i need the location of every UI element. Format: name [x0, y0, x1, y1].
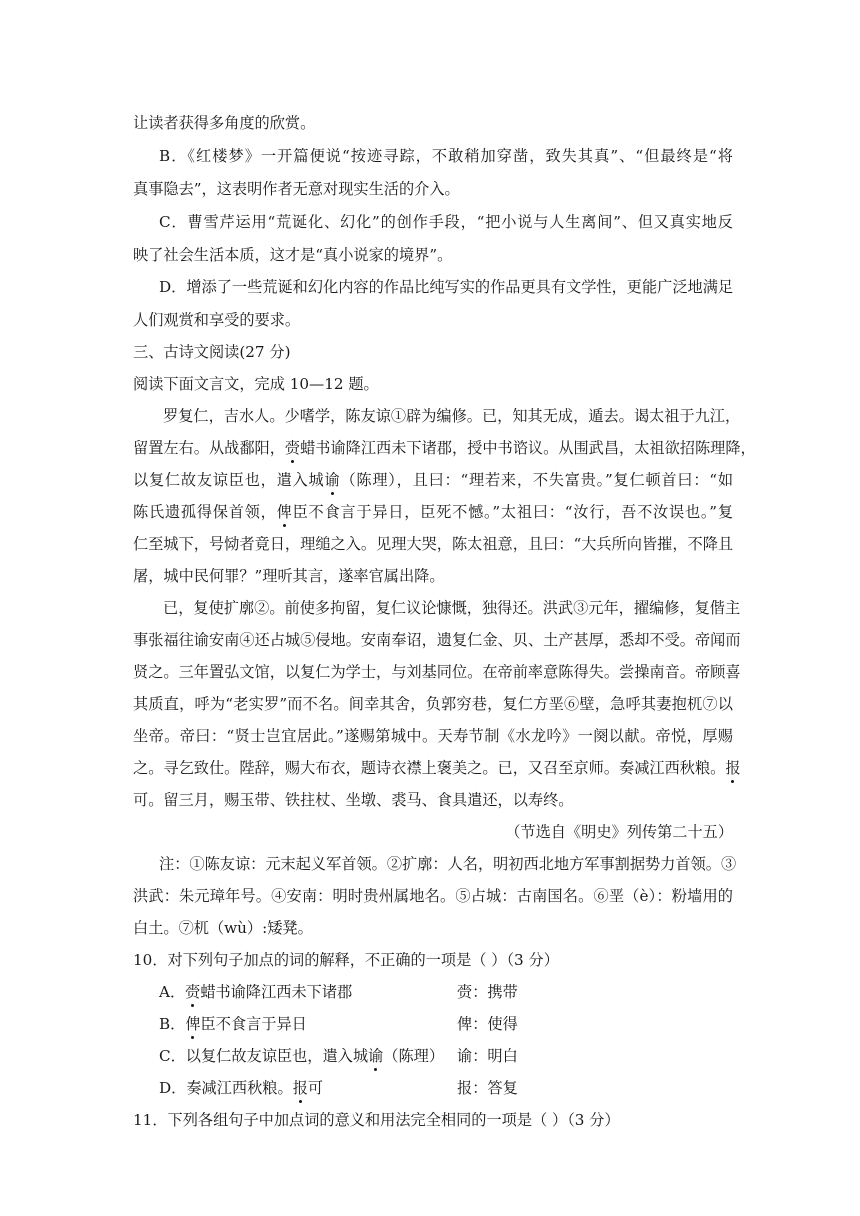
line-text: 洪武：朱元璋年号。④安南：明时贵州属地名。⑤占城：古南国名。⑥垩（è）：粉墙用的: [133, 887, 733, 905]
dotted-word: 报: [725, 759, 741, 777]
option-text: C．以复仁故友谅臣也，遣入城: [159, 1047, 369, 1065]
option-answer: 谕：明白: [457, 1047, 518, 1065]
passage-line: [133, 758, 741, 778]
option-c-line-1: [159, 212, 733, 232]
option-text: 蜡书谕降江西未下诸郡: [200, 983, 353, 1001]
notes-line: [133, 918, 733, 938]
option-b-line-2: [133, 179, 733, 199]
option-text: D．奏减江西秋粮。: [159, 1079, 293, 1097]
option-answer: 俾：使得: [457, 1015, 518, 1033]
line-text: 白土。⑦杌（wù）:矮凳。: [133, 919, 313, 937]
q10-option-c[interactable]: [159, 1046, 733, 1066]
line-text: 注：①陈友谅：元末起义军首领。②扩廓：人名，明初西北地方军事割据势力首领。③: [159, 855, 737, 873]
line-text: （节选自《明史》列传第二十五）: [505, 823, 733, 841]
option-label: A．: [159, 983, 186, 1001]
dotted-word: 俾: [276, 503, 292, 521]
passage-line: [163, 406, 741, 426]
line-text: 10．对下列句子加点的词的解释，不正确的一项是（ ）（3 分）: [133, 951, 559, 969]
line-text: 贤之。三年置弘文馆，以复仁为学士，与刘基同位。在帝前率意陈得失。尝操南音。帝顾喜: [133, 663, 741, 681]
passage-line: [133, 438, 756, 458]
line-text: 阅读下面文言文，完成 10—12 题。: [133, 375, 379, 393]
passage-line: [133, 630, 741, 650]
line-text: 其质直，呼为“老实罗”而不名。间幸其舍，负郭穷巷，复仁方垩⑥壁，急呼其妻抱杌⑦以: [133, 695, 733, 713]
line-text: 11．下列各组句子中加点词的意义和用法完全相同的一项是（ ）（3 分）: [133, 1111, 620, 1129]
line-text: C．曹雪芹运用“荒诞化、幻化”的创作手段，“把小说与人生离间”、但又真实地反: [159, 213, 733, 231]
line-text: 映了社会生活本质，这才是“真小说家的境界”。: [133, 246, 453, 264]
line-text: 已，复使扩廓②。前使多拘留，复仁议论慷慨，独得还。洪武③元年，擢编修，复偕主: [163, 599, 741, 617]
line-text: 以复仁故友谅臣也，遣入城: [133, 471, 325, 489]
option-text: （陈理）: [383, 1047, 444, 1065]
passage-line: [133, 726, 733, 746]
section-heading: [133, 342, 733, 362]
line-text: 罗复仁，吉水人。少嗜学，陈友谅①辟为编修。已，知其无成，遁去。谒太祖于九江，: [163, 407, 741, 425]
option-c-line-2: [133, 245, 733, 265]
passage-line: [133, 502, 733, 522]
question-10: [133, 950, 733, 970]
q10-option-d[interactable]: [159, 1078, 733, 1098]
passage-line: [163, 598, 741, 618]
option-label: B．: [159, 1015, 186, 1033]
dotted-word: 报: [292, 1079, 308, 1097]
option-d-line-1: [159, 277, 733, 297]
option-text: 臣不食言于异日: [200, 1015, 307, 1033]
line-text: 留置左右。从战鄱阳，: [133, 439, 285, 457]
line-text: 三、古诗文阅读(27 分): [133, 343, 291, 361]
passage-line: [133, 534, 733, 554]
line-text: B．《红楼梦》一开篇便说“按迹寻踪，不敢稍加穿凿，致失其真”、“但最终是“将: [159, 147, 733, 165]
instruction: [133, 374, 733, 394]
option-answer: 报：答复: [457, 1079, 518, 1097]
notes-line: [133, 886, 733, 906]
line-text: 蜡书谕降江西未下诸郡，授中书谘议。从围武昌，太祖欲招陈理降，: [300, 439, 756, 457]
line-text: 臣不食言于异日，臣死不憾。”太祖曰：“汝行，吾不汝误也。”复: [291, 503, 734, 521]
notes-line: [159, 854, 737, 874]
source-citation: [133, 822, 733, 842]
dotted-word: 谕: [368, 1047, 384, 1065]
passage-line: [133, 790, 733, 810]
line-text: 可。留三月，赐玉带、铁拄杖、坐墩、裘马、食具遣还，以寿终。: [133, 791, 574, 809]
line-text: 陈氏遗孤得保首领，: [133, 503, 277, 521]
line-text: 事张福往谕安南④还占城⑤侵地。安南奉诏，遗复仁金、贝、土产甚厚，悉却不受。帝闻而: [133, 631, 741, 649]
passage-line: [133, 694, 733, 714]
passage-line: [133, 566, 733, 586]
text-line: [133, 113, 733, 133]
question-11: [133, 1110, 733, 1130]
line-text: （陈理），且曰：“理若来，不失富贵。”复仁顿首曰：“如: [339, 471, 734, 489]
line-text: 屠，城中民何罪？”理听其言，遂率官属出降。: [133, 567, 445, 585]
q10-option-b[interactable]: [159, 1014, 733, 1034]
line-text: 真事隐去”，这表明作者无意对现实生活的介入。: [133, 180, 460, 198]
option-text: 可: [307, 1079, 324, 1097]
passage-line: [133, 662, 741, 682]
line-text: 人们观赏和享受的要求。: [133, 311, 301, 329]
dotted-word: 俾: [185, 1015, 201, 1033]
q10-option-a[interactable]: [159, 982, 733, 1002]
option-b-line-1: [159, 146, 733, 166]
line-text: 之。寻乞致仕。陛辞，赐大布衣，题诗衣襟上褒美之。已，又召至京师。奏减江西秋粮。: [133, 759, 726, 777]
line-text: 仁至城下，号恸者竟日，理缒之入。见理大哭，陈太祖意，且曰：“大兵所向皆摧，不降且: [133, 535, 734, 553]
passage-line: [133, 470, 733, 490]
dotted-word: 赍: [284, 439, 301, 457]
line-text: 坐帝。帝曰：“贤士岂宜居此。”遂赐第城中。天寿节制《水龙吟》一阕以献。帝悦，厚赐: [133, 727, 733, 745]
line-text: 让读者获得多角度的欣赏。: [133, 114, 316, 132]
line-text: D．增添了一些荒诞和幻化内容的作品比纯写实的作品更具有文学性，更能广泛地满足: [159, 278, 734, 296]
dotted-word: 谕: [324, 471, 340, 489]
option-d-line-2: [133, 310, 733, 330]
option-answer: 赍：携带: [457, 983, 518, 1001]
dotted-word: 赍: [185, 983, 201, 1001]
